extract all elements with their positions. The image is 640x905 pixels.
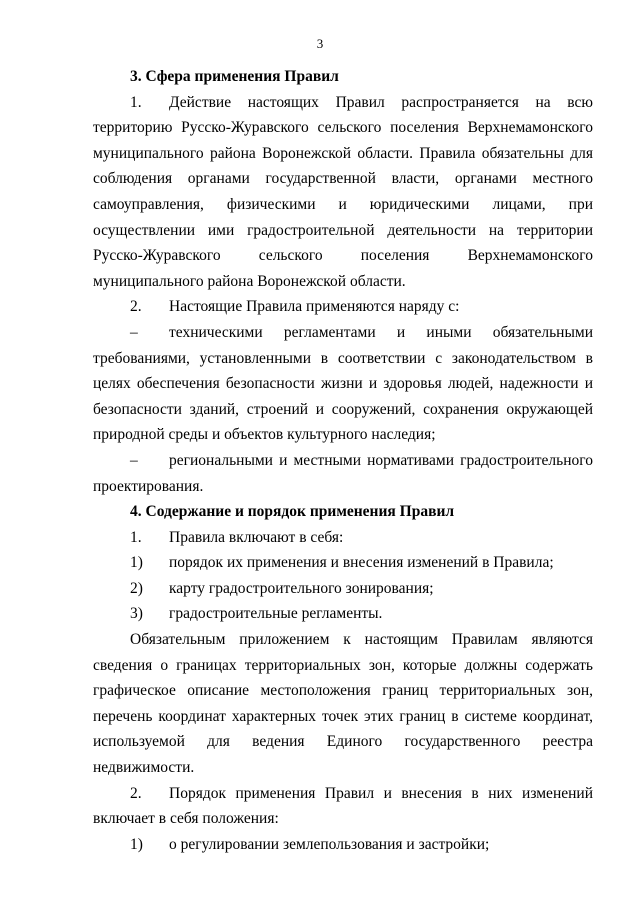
list-text: градостроительные регламенты.	[169, 605, 383, 623]
paragraph-number: 2.	[130, 784, 142, 802]
list-item-last	[93, 832, 593, 858]
paragraph-number: 1.	[130, 528, 142, 546]
list-number: 2)	[130, 579, 143, 597]
document-body	[93, 64, 593, 857]
paragraph-number: 2.	[130, 298, 142, 316]
list-number: 1)	[130, 554, 143, 572]
paragraph-text: Порядок применения Правил и внесения в них изменений включает в себя положения:	[93, 784, 593, 828]
section-3-heading: 3. Сфера применения Правил	[130, 68, 339, 85]
list-item-1	[93, 550, 593, 576]
list-number: 3)	[130, 605, 143, 623]
paragraph-text: Настоящие Правила применяются наряду с:	[169, 298, 460, 316]
annex-paragraph: Обязательным приложением к настоящим Правилам являются сведения о границах территориальных зон, которые должны содержать графическое описание местоположения границ территориальных зон, перечень координат характерных точек этих границ в системе координат, используемой для ведения Единого государственного реестра недвижимости.	[93, 631, 593, 777]
bullet-text: региональными и местными нормативами градостроительного проектирования.	[93, 451, 593, 495]
paragraph-number: 1.	[130, 93, 142, 111]
dash-marker: –	[130, 323, 138, 341]
list-text: порядок их применения и внесения изменений в Правила;	[169, 554, 554, 572]
bullet-item-2	[93, 448, 593, 499]
list-item-2	[93, 576, 593, 602]
page-number: 3	[316, 36, 324, 51]
section-4-paragraph-2	[93, 781, 593, 832]
paragraph-text: Правила включают в себя:	[169, 528, 344, 546]
bullet-item-1	[93, 320, 593, 448]
section-3-paragraph-2	[93, 294, 593, 320]
list-item-3	[93, 601, 593, 627]
list-number: 1)	[130, 835, 143, 853]
paragraph-text: Действие настоящих Правил распространяется на всю территорию Русско-Журавского сельского поселения Верхнемамонского муниципального района Воронежской области. Правила обязательны для соблюдения органами государственной власти, органами местного самоуправления, физическими и юридическими лицами, при осуществлении ими градостроительной деятельности на территории Русско-Журавского сельского поселения Верхнемамонского муниципального района Воронежской области.	[93, 93, 593, 290]
list-text: о регулировании землепользования и застройки;	[169, 835, 490, 853]
bullet-text: техническими регламентами и иными обязательными требованиями, установленными в соответствии с законодательством в целях обеспечения безопасности жизни и здоровья людей, надежности и безопасности зданий, строений и сооружений, сохранения окружающей природной среды и объектов культурного наследия;	[93, 323, 593, 444]
section-4-heading: 4. Содержание и порядок применения Правил	[130, 503, 455, 521]
dash-marker: –	[130, 451, 138, 469]
section-3-paragraph-1	[93, 90, 593, 295]
section-4-paragraph-1	[93, 525, 593, 551]
list-text: карту градостроительного зонирования;	[169, 579, 434, 597]
